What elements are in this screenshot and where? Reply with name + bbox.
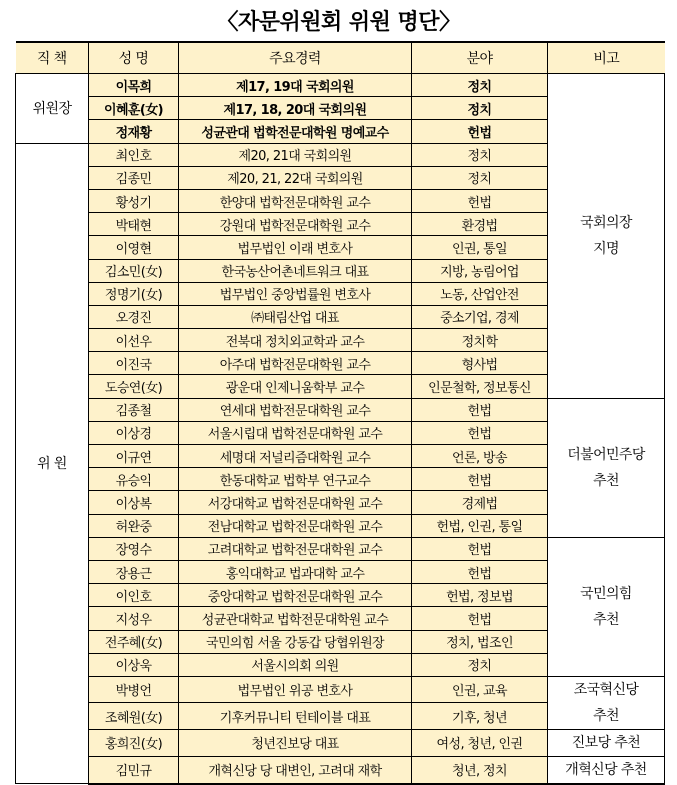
field-cell: 인권, 통일 (412, 236, 548, 259)
career-cell: 기후커뮤니티 턴테이블 대표 (179, 703, 412, 730)
field-cell: 정치 (412, 653, 548, 676)
committee-table (15, 41, 665, 785)
header-note: 비고 (548, 42, 665, 74)
field-cell: 인문철학, 정보통신 (412, 375, 548, 398)
role-cell: 위 원 (16, 143, 89, 784)
table-row (16, 676, 665, 703)
field-cell: 기후, 청년 (412, 703, 548, 730)
name-cell: 박병언 (89, 676, 179, 703)
name-cell: 박태현 (89, 213, 179, 236)
name-cell: 도승연(女) (89, 375, 179, 398)
note-cell: 국회의장 지명 (548, 74, 665, 399)
note-cell: 개혁신당 추천 (548, 756, 665, 784)
header-name: 성 명 (89, 42, 179, 74)
table-header-row (16, 42, 665, 74)
name-cell: 김종철 (89, 398, 179, 421)
table-row (16, 398, 665, 421)
field-cell: 여성, 청년, 인권 (412, 729, 548, 756)
field-cell: 환경법 (412, 213, 548, 236)
career-cell: 한국농산어촌네트워크 대표 (179, 259, 412, 282)
name-cell: 김민규 (89, 756, 179, 784)
field-cell: 정치학 (412, 329, 548, 352)
name-cell: 김종민 (89, 166, 179, 189)
field-cell: 청년, 정치 (412, 756, 548, 784)
table-row (16, 756, 665, 784)
header-field: 분야 (412, 42, 548, 74)
name-cell: 유승익 (89, 468, 179, 491)
table-row (16, 729, 665, 756)
name-cell: 정명기(女) (89, 282, 179, 305)
career-cell: 국민의힘 서울 강동갑 당협위원장 (179, 630, 412, 653)
name-cell: 장용근 (89, 560, 179, 583)
career-cell: 서울시의회 의원 (179, 653, 412, 676)
name-cell: 허완중 (89, 514, 179, 537)
career-cell: 세명대 저널리즘대학원 교수 (179, 445, 412, 468)
career-cell: 아주대 법학전문대학원 교수 (179, 352, 412, 375)
career-cell: 성균관대 법학전문대학원 명예교수 (179, 120, 412, 143)
career-cell: 법무법인 중앙법률원 변호사 (179, 282, 412, 305)
name-cell: 정재황 (89, 120, 179, 143)
note-cell: 조국혁신당 추천 (548, 676, 665, 729)
name-cell: 홍희진(女) (89, 729, 179, 756)
field-cell: 헌법 (412, 537, 548, 560)
field-cell: 정치 (412, 143, 548, 166)
field-cell: 헌법 (412, 560, 548, 583)
table-row (16, 537, 665, 560)
field-cell: 헌법 (412, 468, 548, 491)
name-cell: 지성우 (89, 607, 179, 630)
name-cell: 이영현 (89, 236, 179, 259)
field-cell: 노동, 산업안전 (412, 282, 548, 305)
career-cell: 고려대학교 법학전문대학원 교수 (179, 537, 412, 560)
name-cell: 이규연 (89, 445, 179, 468)
field-cell: 정치, 법조인 (412, 630, 548, 653)
table-row (16, 74, 665, 97)
field-cell: 지방, 농림어업 (412, 259, 548, 282)
career-cell: 법무법인 이래 변호사 (179, 236, 412, 259)
field-cell: 형사법 (412, 352, 548, 375)
field-cell: 정치 (412, 166, 548, 189)
name-cell: 이인호 (89, 584, 179, 607)
field-cell: 중소기업, 경제 (412, 305, 548, 328)
name-cell: 조혜원(女) (89, 703, 179, 730)
note-cell: 국민의힘 추천 (548, 537, 665, 676)
note-cell: 더불어민주당 추천 (548, 398, 665, 537)
name-cell: 이상경 (89, 421, 179, 444)
career-cell: 개혁신당 당 대변인, 고려대 재학 (179, 756, 412, 784)
career-cell: 한동대학교 법학부 연구교수 (179, 468, 412, 491)
name-cell: 이선우 (89, 329, 179, 352)
name-cell: 이상욱 (89, 653, 179, 676)
career-cell: 광운대 인제니움학부 교수 (179, 375, 412, 398)
role-cell: 위원장 (16, 74, 89, 144)
career-cell: 제17, 18, 20대 국회의원 (179, 97, 412, 120)
name-cell: 이혜훈(女) (89, 97, 179, 120)
career-cell: ㈜태림산업 대표 (179, 305, 412, 328)
header-role: 직 책 (16, 42, 89, 74)
career-cell: 전북대 정치외교학과 교수 (179, 329, 412, 352)
page-title: 〈자문위원회 위원 명단〉 (216, 10, 461, 35)
field-cell: 헌법 (412, 120, 548, 143)
career-cell: 연세대 법학전문대학원 교수 (179, 398, 412, 421)
field-cell: 경제법 (412, 491, 548, 514)
field-cell: 헌법 (412, 607, 548, 630)
header-career: 주요경력 (179, 42, 412, 74)
name-cell: 장영수 (89, 537, 179, 560)
career-cell: 서강대학교 법학전문대학원 교수 (179, 491, 412, 514)
career-cell: 제20, 21, 22대 국회의원 (179, 166, 412, 189)
career-cell: 청년진보당 대표 (179, 729, 412, 756)
name-cell: 이진국 (89, 352, 179, 375)
career-cell: 한양대 법학전문대학원 교수 (179, 189, 412, 212)
field-cell: 언론, 방송 (412, 445, 548, 468)
career-cell: 홍익대학교 법과대학 교수 (179, 560, 412, 583)
field-cell: 헌법, 정보법 (412, 584, 548, 607)
field-cell: 정치 (412, 97, 548, 120)
career-cell: 제17, 19대 국회의원 (179, 74, 412, 97)
field-cell: 정치 (412, 74, 548, 97)
field-cell: 인권, 교육 (412, 676, 548, 703)
career-cell: 법무법인 위공 변호사 (179, 676, 412, 703)
field-cell: 헌법 (412, 421, 548, 444)
field-cell: 헌법, 인권, 통일 (412, 514, 548, 537)
career-cell: 서울시립대 법학전문대학원 교수 (179, 421, 412, 444)
career-cell: 중앙대학교 법학전문대학원 교수 (179, 584, 412, 607)
note-cell: 진보당 추천 (548, 729, 665, 756)
name-cell: 김소민(女) (89, 259, 179, 282)
career-cell: 전남대학교 법학전문대학원 교수 (179, 514, 412, 537)
name-cell: 전주혜(女) (89, 630, 179, 653)
name-cell: 이상복 (89, 491, 179, 514)
career-cell: 강원대 법학전문대학원 교수 (179, 213, 412, 236)
name-cell: 최인호 (89, 143, 179, 166)
career-cell: 성균관대학교 법학전문대학원 교수 (179, 607, 412, 630)
name-cell: 오경진 (89, 305, 179, 328)
field-cell: 헌법 (412, 398, 548, 421)
career-cell: 제20, 21대 국회의원 (179, 143, 412, 166)
field-cell: 헌법 (412, 189, 548, 212)
name-cell: 황성기 (89, 189, 179, 212)
name-cell: 이목희 (89, 74, 179, 97)
